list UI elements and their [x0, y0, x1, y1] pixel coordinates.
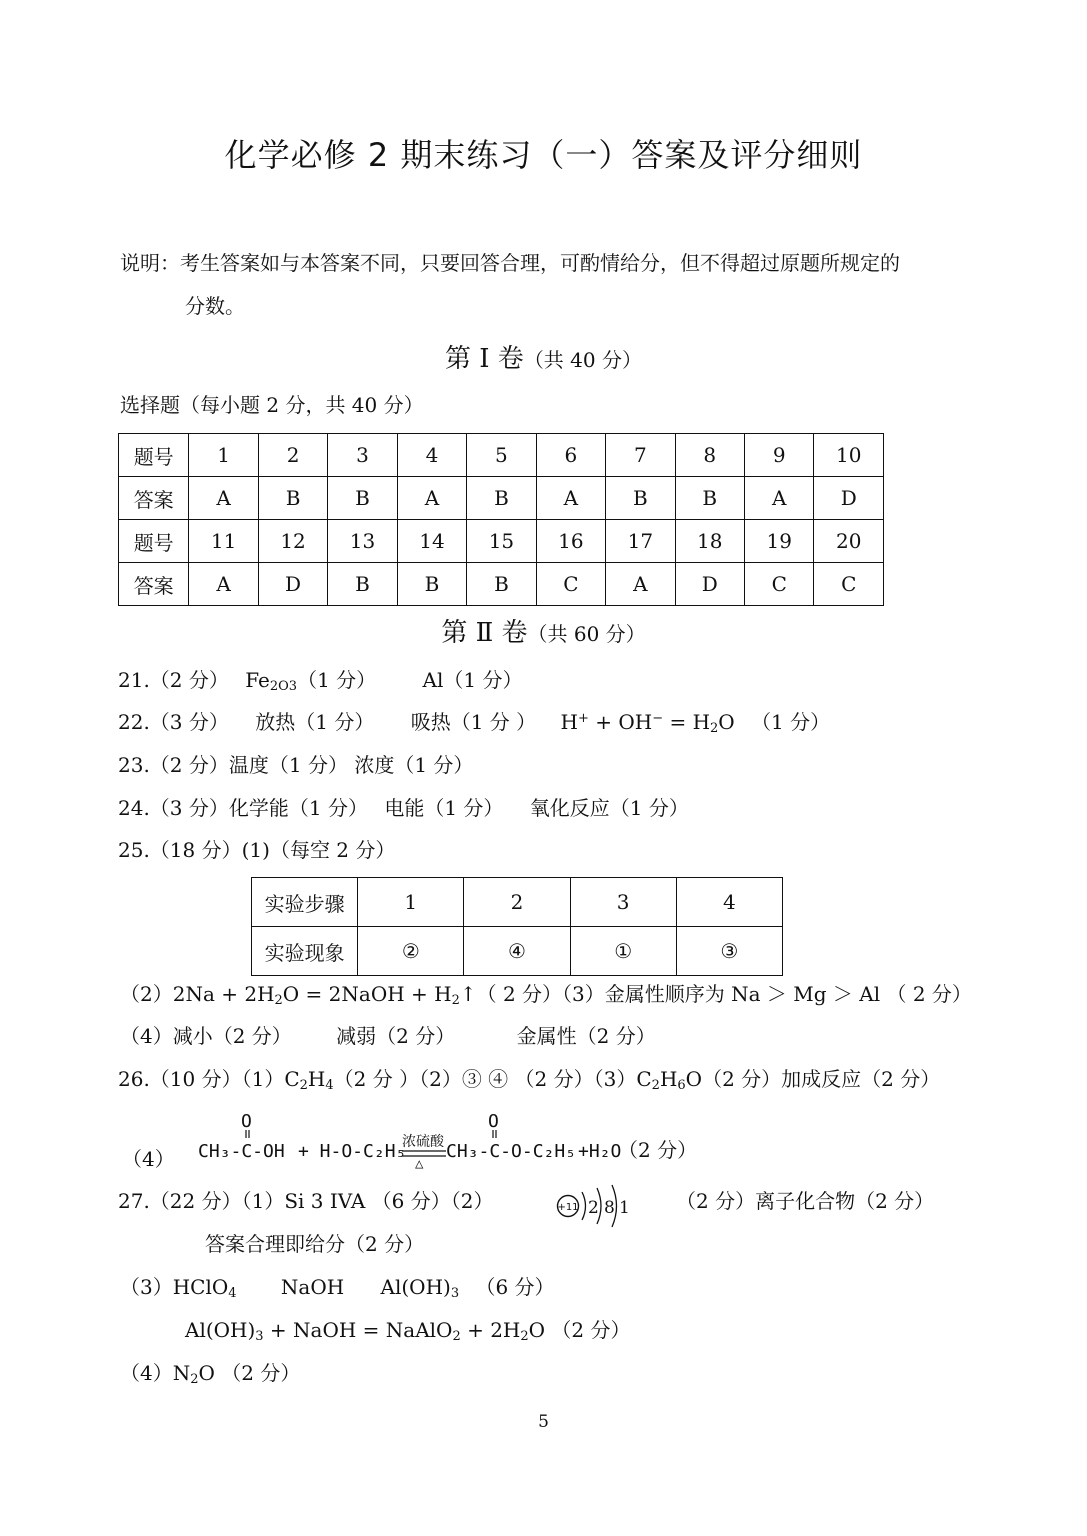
table-cell: C — [814, 563, 884, 606]
table-cell: ③ — [676, 927, 782, 976]
experiment-table-row — [252, 878, 783, 927]
q24-line — [118, 795, 689, 821]
row-header-cell: 答案 — [119, 563, 189, 606]
page-number: 5 — [538, 1412, 549, 1432]
experiment-table — [251, 877, 783, 976]
table-cell: B — [328, 563, 397, 606]
heat-symbol: △ — [415, 1156, 424, 1172]
q25-line-4 — [120, 1023, 656, 1049]
table-cell: 9 — [745, 434, 814, 477]
part1-sub: （共 40 分） — [523, 348, 642, 372]
q22-equation: $H^+ + OH^- = H_2O$ — [560, 710, 735, 736]
q26-line: 26.（10 分）$(1)C_2H_4(2$ 分 ）（2）③ ④ （2 分）$(3)C_2H_6O(2$ 分）加成反应（2 分） — [118, 1067, 941, 1093]
table-cell: C — [536, 563, 605, 606]
table-cell: 15 — [467, 520, 536, 563]
nucleus-charge: +11 — [557, 1202, 579, 1213]
esterification-equation — [120, 1106, 740, 1176]
table-cell: D — [258, 563, 327, 606]
q22-answer-2: 吸热（1 分 ） — [410, 710, 537, 734]
q22-line — [118, 709, 830, 735]
table-cell: A — [606, 563, 675, 606]
q25-heading: 25.（18 分）(1)（每空 2 分） — [118, 838, 396, 862]
table-cell: 1 — [358, 878, 464, 927]
table-cell: ④ — [464, 927, 570, 976]
table-cell: 1 — [189, 434, 258, 477]
q24-answer-2: 电能（1 分） — [384, 796, 504, 820]
q27-note: 答案合理即给分（2 分） — [205, 1232, 425, 1256]
table-cell: 4 — [397, 434, 466, 477]
table-cell: 14 — [397, 520, 466, 563]
table-cell: 8 — [675, 434, 744, 477]
q22-score: （1 分） — [751, 710, 831, 734]
table-cell: 10 — [814, 434, 884, 477]
atom-diagram — [554, 1183, 634, 1229]
table-cell: 18 — [675, 520, 744, 563]
part2-title: 第 Ⅱ 卷 — [441, 618, 528, 648]
table-cell: A — [536, 477, 605, 520]
table-cell: B — [328, 477, 397, 520]
note-line-1: 说明：考生答案如与本答案不同，只要回答合理，可酌情给分，但不得超过原题所规定的 — [120, 251, 900, 275]
row-header-cell: 实验步骤 — [252, 878, 358, 927]
q27-line-1: 27.（22 分）（1）Si 3 IVA （6 分）（2） — [118, 1189, 494, 1213]
table-cell: ① — [570, 927, 676, 976]
table-cell: 12 — [258, 520, 327, 563]
table-cell: 20 — [814, 520, 884, 563]
shell-1-electrons: 2 — [588, 1198, 599, 1218]
q21-answer-2: Al（1 分） — [422, 668, 523, 692]
choice-table-row — [119, 477, 884, 520]
table-cell: 4 — [676, 878, 782, 927]
table-cell: 5 — [467, 434, 536, 477]
q27-line-4: $(4)N_2O$ （2 分） — [120, 1361, 301, 1387]
q21-number: 21.（2 分） — [118, 668, 229, 692]
part2-heading — [0, 612, 1087, 649]
q25-answer-b: 减弱（2 分） — [336, 1024, 456, 1048]
table-cell: 16 — [536, 520, 605, 563]
table-cell: B — [397, 563, 466, 606]
q23-line: 23.（2 分）温度（1 分） 浓度（1 分） — [118, 753, 474, 777]
q25-answer-a: （4）减小（2 分） — [120, 1024, 292, 1048]
table-cell: D — [675, 563, 744, 606]
table-cell: A — [397, 477, 466, 520]
table-cell: B — [467, 563, 536, 606]
table-cell: B — [258, 477, 327, 520]
part1-heading — [0, 338, 1087, 375]
row-header-cell: 题号 — [119, 520, 189, 563]
q25-line-2: $(2)2Na + 2H_2O$ = 2NaOH + $H_2↑$（ 2 分）（3）金属性顺序为 Na ＞ Mg ＞ Al （ 2 分） — [120, 982, 972, 1008]
q27-line-1-end: （2 分）离子化合物（2 分） — [676, 1189, 935, 1213]
carbonyl-o-2: O — [488, 1111, 499, 1132]
equation-score: （2 分） — [618, 1138, 698, 1162]
q27-line-3: （3）HClO$_4$ NaOH $Al(OH)_3$ （6 分） — [120, 1275, 555, 1301]
q22-answer-1: 放热（1 分） — [255, 710, 375, 734]
ethanol: + H-O-C₂H₅ — [298, 1141, 407, 1162]
sodium-atom-structure — [554, 1183, 634, 1229]
q24-answer-3: 氧化反应（1 分） — [529, 796, 689, 820]
row-header-cell: 答案 — [119, 477, 189, 520]
page-title: 化学必修 2 期末练习（一）答案及评分细则 — [224, 136, 863, 174]
carbonyl-o-1: O — [241, 1111, 252, 1132]
row-header-cell: 题号 — [119, 434, 189, 477]
table-cell: B — [467, 477, 536, 520]
table-cell: C — [745, 563, 814, 606]
table-cell: 19 — [745, 520, 814, 563]
q26-part4-label: （4） — [122, 1147, 175, 1171]
q24-answer-1: 24.（3 分）化学能（1 分） — [118, 796, 368, 820]
q25-answer-c: 金属性（2 分） — [516, 1024, 656, 1048]
equation-drawing — [120, 1106, 740, 1176]
ethyl-acetate: CH₃-C-O-C₂H₅ — [446, 1141, 577, 1162]
shell-3-electrons: 1 — [619, 1198, 630, 1218]
choice-answer-table — [118, 433, 884, 606]
table-cell: B — [606, 477, 675, 520]
acetic-acid: CH₃-C-OH — [198, 1141, 285, 1162]
table-cell: 11 — [189, 520, 258, 563]
table-cell: 3 — [328, 434, 397, 477]
part1-title: 第 Ⅰ 卷 — [445, 344, 524, 374]
part2-sub: （共 60 分） — [527, 622, 646, 646]
table-cell: A — [745, 477, 814, 520]
table-cell: D — [814, 477, 884, 520]
choice-table-row — [119, 434, 884, 477]
shell-2-electrons: 8 — [604, 1198, 615, 1218]
table-cell: B — [675, 477, 744, 520]
choice-label: 选择题（每小题 2 分，共 40 分） — [120, 393, 424, 417]
row-header-cell: 实验现象 — [252, 927, 358, 976]
choice-table-row — [119, 520, 884, 563]
table-cell: ② — [358, 927, 464, 976]
water-product: +H₂O — [578, 1141, 622, 1162]
table-cell: 6 — [536, 434, 605, 477]
table-cell: A — [189, 477, 258, 520]
q21-answer-1: $Fe_{2O3}(1$ 分） — [245, 668, 377, 694]
table-cell: 2 — [464, 878, 570, 927]
q22-number: 22.（3 分） — [118, 710, 229, 734]
note-line-2: 分数。 — [185, 294, 245, 318]
table-cell: 2 — [258, 434, 327, 477]
table-cell: 17 — [606, 520, 675, 563]
catalyst-label: 浓硫酸 — [402, 1134, 444, 1150]
experiment-table-row — [252, 927, 783, 976]
table-cell: 7 — [606, 434, 675, 477]
table-cell: 13 — [328, 520, 397, 563]
choice-table-row — [119, 563, 884, 606]
q21-line — [118, 667, 522, 693]
table-cell: 3 — [570, 878, 676, 927]
q27-equation: $Al(OH)_3$ + NaOH = NaAlO$_2$ + $2H_2O$ （2 分） — [185, 1318, 631, 1344]
table-cell: A — [189, 563, 258, 606]
